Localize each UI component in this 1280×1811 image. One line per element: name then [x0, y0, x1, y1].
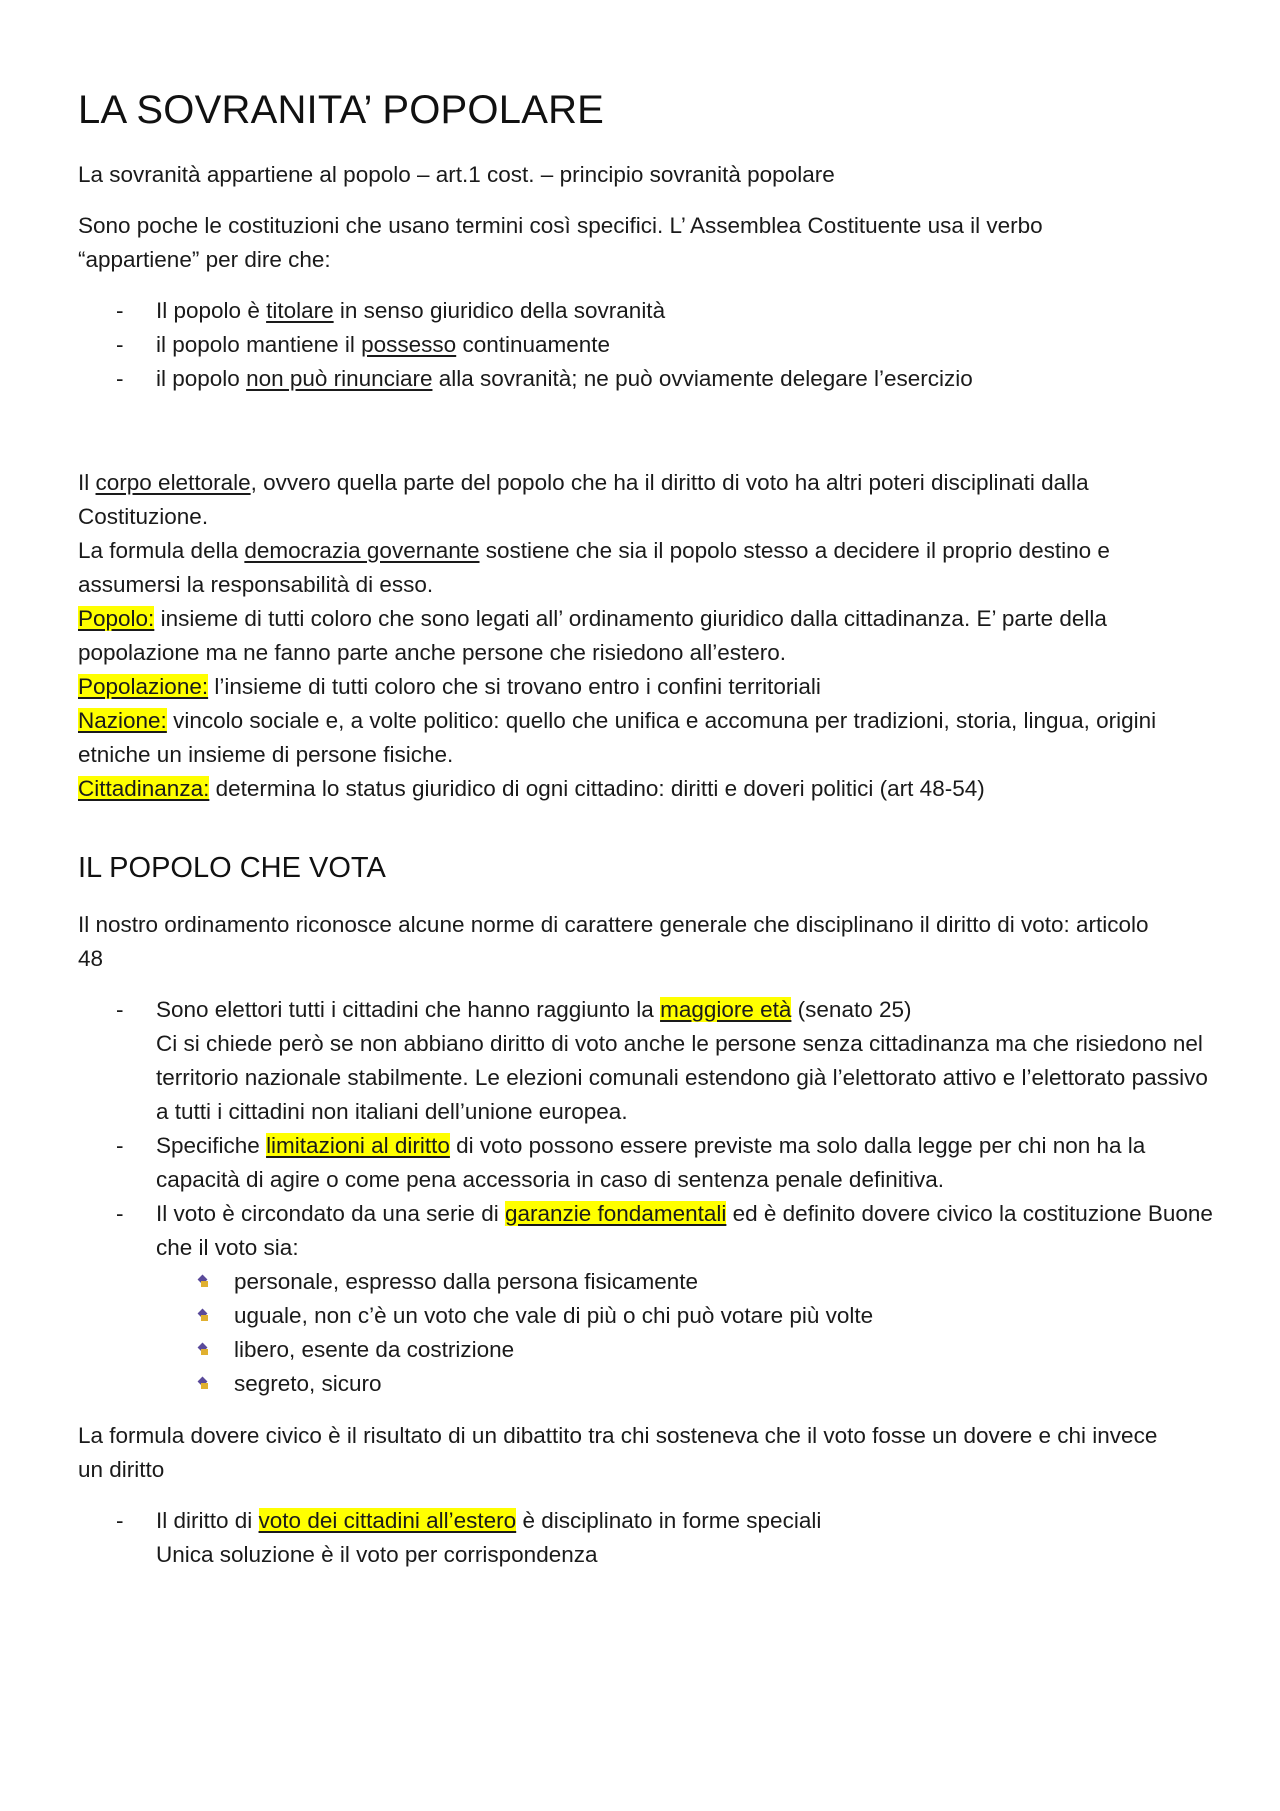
definition-nazione: Nazione: vincolo sociale e, a volte politico: quello che unifica e accomuna per tradizioni, storia, lingua, origini etniche un insieme di persone fisiche.	[78, 708, 1157, 767]
list-sovranita	[78, 294, 1218, 396]
paragraph-articolo-48: Il nostro ordinamento riconosce alcune norme di carattere generale che disciplinano il diritto di voto: articolo 48	[78, 912, 1149, 971]
list-estero	[78, 1504, 1218, 1572]
paragraph-dovere-civico: La formula dovere civico è il risultato di un dibattito tra chi sosteneva che il voto fosse un dovere e chi invece un diritto	[78, 1423, 1158, 1482]
list-item: libero, esente da costrizione	[78, 1333, 1218, 1367]
list-item: - Il popolo è titolare in senso giuridico della sovranità	[116, 298, 666, 323]
definitions-block	[78, 466, 1218, 806]
list-item: segreto, sicuro	[78, 1367, 1218, 1401]
paragraph-corpo-elettorale: Il corpo elettorale, ovvero quella parte del popolo che ha il diritto di voto ha altri poteri disciplinati dalla Costituzione.	[78, 470, 1089, 529]
bullet-icon	[198, 1378, 208, 1388]
list-item: personale, espresso dalla persona fisicamente	[78, 1265, 1218, 1299]
list-item: - Sono elettori tutti i cittadini che hanno raggiunto la maggiore età (senato 25) Ci si chiede però se non abbiano diritto di voto anche le persone senza cittadinanza ma che risiedono nel territorio nazionale stabilmente. Le elezioni comunali estendono già l’elettorato attivo e l’elettorato passivo a tutti i cittadini non italiani dell’unione europea.	[116, 997, 1208, 1124]
intro-paragraph: La sovranità appartiene al popolo – art.1 cost. – principio sovranità popolare	[78, 162, 835, 187]
sublist-caratteristiche	[78, 1265, 1218, 1401]
list-item: - Il diritto di voto dei cittadini all’estero è disciplinato in forme speciali Unica soluzione è il voto per corrispondenza	[116, 1508, 822, 1567]
section-heading: IL POPOLO CHE VOTA	[78, 852, 386, 884]
list-item: - il popolo non può rinunciare alla sovranità; ne può ovviamente delegare l’esercizio	[116, 366, 973, 391]
bullet-icon	[198, 1276, 208, 1286]
definition-cittadinanza: Cittadinanza: determina lo status giuridico di ogni cittadino: diritti e doveri politici (art 48-54)	[78, 776, 985, 801]
list-voto	[78, 993, 1218, 1401]
definition-popolo: Popolo: insieme di tutti coloro che sono legati all’ ordinamento giuridico dalla cittadinanza. E’ parte della popolazione ma ne fanno parte anche persone che risiedono all’estero.	[78, 606, 1107, 665]
bullet-icon	[198, 1344, 208, 1354]
list-item: uguale, non c’è un voto che vale di più o chi può votare più volte	[78, 1299, 1218, 1333]
list-item: - Il voto è circondato da una serie di garanzie fondamentali ed è definito dovere civico la costituzione Buone che il voto sia: personale, espresso dalla persona fisicamente uguale, non c’è un voto che vale di più o chi può votare più volte libero, esente da costrizione segreto, sicuro	[78, 1197, 1218, 1401]
list-item: - il popolo mantiene il possesso continuamente	[116, 332, 611, 357]
bullet-icon	[198, 1310, 208, 1320]
page-title: LA SOVRANITA’ POPOLARE	[78, 88, 605, 132]
paragraph-democrazia: La formula della democrazia governante sostiene che sia il popolo stesso a decidere il proprio destino e assumersi la responsabilità di esso.	[78, 538, 1110, 597]
list-item: - Specifiche limitazioni al diritto di voto possono essere previste ma solo dalla legge per chi non ha la capacità di agire o come pena accessoria in caso di sentenza penale definitiva.	[116, 1133, 1146, 1192]
definition-popolazione: Popolazione: l’insieme di tutti coloro che si trovano entro i confini territoriali	[78, 674, 821, 699]
paragraph-costituzioni: Sono poche le costituzioni che usano termini così specifici. L’ Assemblea Costituente usa il verbo “appartiene” per dire che:	[78, 213, 1043, 272]
